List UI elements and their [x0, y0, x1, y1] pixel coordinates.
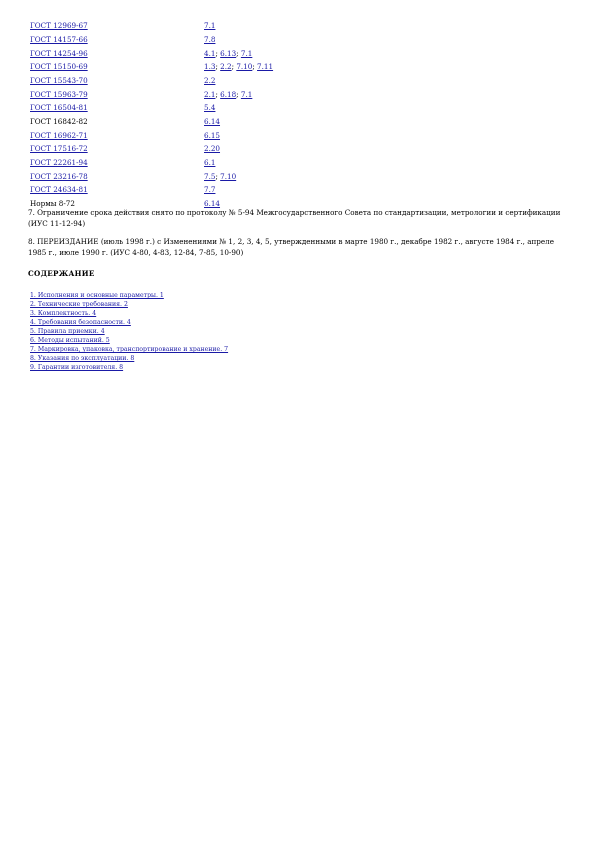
- toc-item-link[interactable]: 5. Правила приемки. 4: [30, 328, 105, 335]
- note-paragraph-7: 7. Ограничение срока действия снято по протоколу № 5-94 Межгосударственного Совета по стандартизации, метрологии и сертификации (ИУС 11-12-94): [28, 208, 561, 228]
- reference-item-link[interactable]: 5.4: [204, 103, 216, 113]
- reference-doc-link[interactable]: ГОСТ 14157-66: [30, 34, 88, 44]
- reference-row: [28, 74, 324, 88]
- reference-items-cell: [202, 19, 324, 33]
- reference-doc-cell: [28, 101, 202, 115]
- reference-item-link[interactable]: 6.13: [220, 48, 237, 58]
- reference-row: [28, 60, 324, 74]
- reference-item-link[interactable]: 7.5: [204, 171, 216, 181]
- reference-doc-cell: [28, 87, 202, 101]
- reference-item-link[interactable]: 6.14: [204, 117, 221, 127]
- reference-item-link[interactable]: 7.1: [240, 48, 253, 58]
- reference-doc-link[interactable]: ГОСТ 22261-94: [30, 158, 88, 168]
- reference-row: [28, 129, 324, 143]
- toc-item-link[interactable]: 6. Методы испытаний. 5: [30, 337, 110, 344]
- reference-doc-label: ГОСТ 16842-82: [30, 117, 88, 127]
- reference-item-link[interactable]: 2.1: [204, 89, 216, 99]
- reference-items-cell: [202, 129, 324, 143]
- reference-doc-link[interactable]: ГОСТ 17516-72: [30, 144, 88, 154]
- reference-doc-cell: [28, 33, 202, 47]
- reference-row: [28, 101, 324, 115]
- reference-items-cell: [202, 33, 324, 47]
- reference-item-link[interactable]: 6.1: [204, 158, 216, 168]
- reference-row: [28, 183, 324, 197]
- reference-doc-link[interactable]: ГОСТ 16962-71: [30, 130, 88, 140]
- reference-doc-link[interactable]: ГОСТ 16504-81: [30, 103, 88, 113]
- reference-items-cell: [202, 156, 324, 170]
- reference-row: [28, 46, 324, 60]
- reference-row: [28, 156, 324, 170]
- reference-table: [28, 19, 324, 211]
- reference-items-cell: [202, 115, 324, 129]
- reference-items-cell: 1.3; 2.2; 7.10; 7.11: [204, 62, 274, 72]
- reference-item-link[interactable]: 7.10: [236, 62, 253, 72]
- reference-item-link[interactable]: 2.2: [204, 75, 216, 85]
- reference-items-cell: 7.5; 7.10: [204, 171, 237, 181]
- reference-doc-cell: [28, 60, 202, 74]
- reference-item-link[interactable]: 2.20: [204, 144, 221, 154]
- reference-doc-link[interactable]: ГОСТ 15963-79: [30, 89, 88, 99]
- reference-doc-label: Нормы 8-72: [30, 199, 75, 209]
- reference-doc-cell: [28, 19, 202, 33]
- reference-row: [28, 142, 324, 156]
- reference-item-link[interactable]: 7.1: [240, 89, 253, 99]
- reference-doc-cell: [28, 115, 202, 129]
- reference-items-cell: [202, 183, 324, 197]
- reference-item-link[interactable]: 6.14: [204, 199, 221, 209]
- reference-item-link[interactable]: 7.10: [220, 171, 237, 181]
- toc-item-link[interactable]: 3. Комплектность. 4: [30, 310, 97, 317]
- reference-item-link[interactable]: 1.3: [204, 62, 216, 72]
- note-paragraph-8: 8. ПЕРЕИЗДАНИЕ (июль 1998 г.) с Изменениями № 1, 2, 3, 4, 5, утвержденными в марте 1980 г., декабре 1982 г., августе 1984 г., апреле 1985 г., июле 1990 г. (ИУС 4-80, 4-83, 12-84, 7-85, 10-90): [28, 237, 554, 257]
- reference-doc-cell: [28, 129, 202, 143]
- reference-doc-cell: [28, 183, 202, 197]
- reference-items-cell: 2.1; 6.18; 7.1: [204, 89, 253, 99]
- reference-item-link[interactable]: 7.1: [204, 21, 216, 31]
- table-of-contents: [30, 291, 228, 372]
- reference-doc-link[interactable]: ГОСТ 14254-96: [30, 48, 88, 58]
- reference-doc-cell: [28, 170, 202, 184]
- toc-item-link[interactable]: 4. Требования безопасности. 4: [30, 319, 131, 326]
- toc-item-link[interactable]: 8. Указания по эксплуатации. 8: [30, 355, 135, 362]
- reference-doc-link[interactable]: ГОСТ 15150-69: [30, 62, 88, 72]
- reference-item-link[interactable]: 6.18: [220, 89, 237, 99]
- toc-item-link[interactable]: 7. Маркировка, упаковка, транспортирование и хранение. 7: [30, 346, 229, 353]
- reference-row: [28, 19, 324, 33]
- reference-doc-link[interactable]: ГОСТ 24634-81: [30, 185, 88, 195]
- reference-items-cell: [202, 142, 324, 156]
- reference-row: [28, 87, 324, 101]
- toc-item-link[interactable]: 9. Гарантии изготовителя. 8: [30, 364, 124, 371]
- reference-item-link[interactable]: 4.1: [204, 48, 216, 58]
- reference-row: [28, 33, 324, 47]
- reference-items-cell: 4.1; 6.13; 7.1: [204, 48, 253, 58]
- reference-doc-cell: [28, 74, 202, 88]
- reference-doc-cell: [28, 46, 202, 60]
- toc-item-link[interactable]: 2. Технические требования. 2: [30, 301, 128, 308]
- reference-doc-link[interactable]: ГОСТ 12969-67: [30, 21, 88, 31]
- reference-table-body: [28, 19, 324, 211]
- reference-doc-link[interactable]: ГОСТ 23216-78: [30, 171, 88, 181]
- toc-title: СОДЕРЖАНИЕ: [28, 269, 95, 278]
- toc-item-link[interactable]: 1. Исполнения и основные параметры. 1: [30, 292, 164, 299]
- reference-items-cell: [202, 74, 324, 88]
- reference-row: [28, 170, 324, 184]
- reference-item-link[interactable]: 6.15: [204, 130, 221, 140]
- reference-doc-cell: [28, 142, 202, 156]
- reference-items-cell: [202, 101, 324, 115]
- reference-doc-cell: [28, 156, 202, 170]
- reference-item-link[interactable]: 7.7: [204, 185, 216, 195]
- reference-row: [28, 115, 324, 129]
- reference-item-link[interactable]: 2.2: [220, 62, 232, 72]
- reference-item-link[interactable]: 7.11: [257, 62, 274, 72]
- reference-item-link[interactable]: 7.8: [204, 34, 216, 44]
- reference-doc-link[interactable]: ГОСТ 15543-70: [30, 75, 88, 85]
